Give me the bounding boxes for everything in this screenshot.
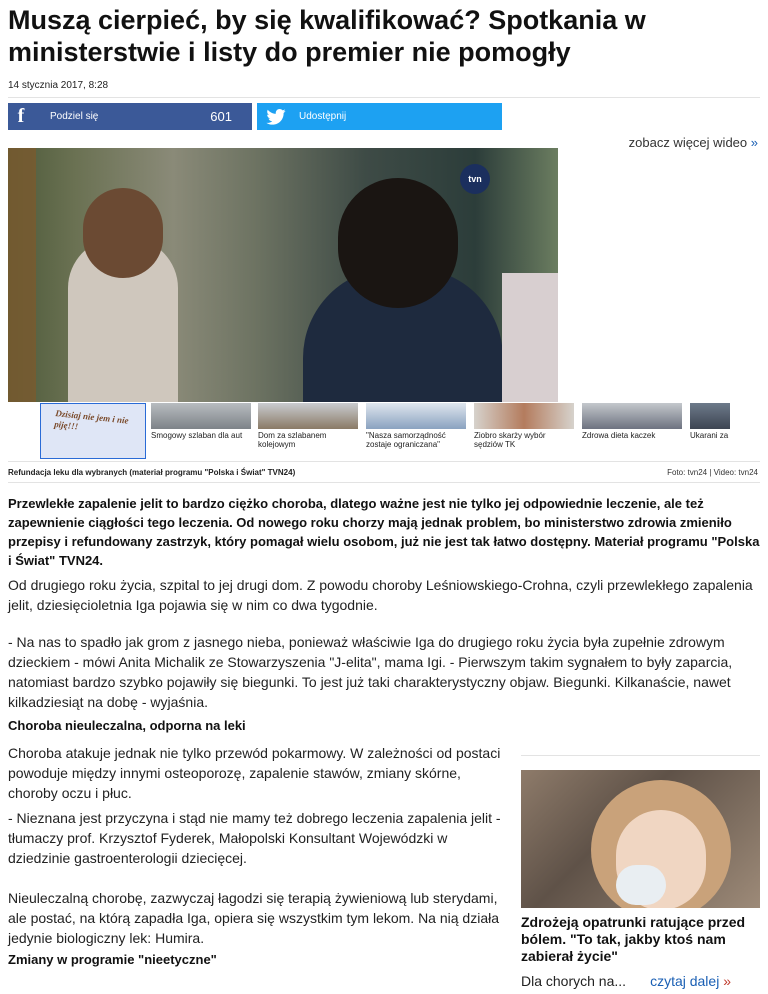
related-article-title[interactable]: Zdrożeją opatrunki ratujące przed bólem. "To tak, jakby ktoś nam zabierał życie": [521, 914, 746, 964]
divider: [521, 755, 760, 756]
article-paragraph: Choroba atakuje jednak nie tylko przewód pokarmowy. W zależności od postaci powoduje między innymi osteoporozę, zapalenie stawów, zmiany skórne, choroby oczu i płuc.: [8, 745, 501, 801]
share-count: 601: [210, 109, 232, 124]
twitter-bird-icon: [261, 109, 291, 125]
article-title: Muszą cierpieć, by się kwalifikować? Spotkania w ministerstwie i listy do premier nie pomogły: [8, 5, 646, 67]
thumbnail-caption: "Nasza samorządność zostaje ograniczana": [366, 431, 446, 449]
thumbnail-image: [690, 403, 730, 429]
read-more-arrow: »: [723, 973, 732, 989]
read-more-link[interactable]: [650, 973, 731, 989]
video-thumbnail-active[interactable]: [40, 403, 146, 459]
related-article-desc: Dla chorych na...: [521, 973, 627, 989]
article-paragraph: Nieuleczalną chorobę, zazwyczaj łagodzi się terapią żywieniową lub sterydami, ale postać, na którą zapadła Iga, opiera się wszystkim tym lekom. Na nią działa jedynie biologiczny lek: Humira.: [8, 890, 500, 946]
video-thumbnail[interactable]: [258, 403, 358, 459]
divider: [8, 97, 760, 98]
facebook-share-label: Podziel się: [50, 111, 99, 122]
more-videos-link[interactable]: [629, 135, 758, 150]
facebook-icon: f: [17, 105, 25, 127]
video-thumbnail[interactable]: [151, 403, 251, 459]
article-paragraph: - Na nas to spadło jak grom z jasnego nieba, ponieważ właściwie Iga do drugiego roku życia była zupełnie zdrowym dzieckiem - mówi Anita Michalik ze Stowarzyszenia "J-elita", mama Igi. - Pierwszym takim sygnałem to były zaparcia, natomiast bardzo szybko pojawiły się biegunki. To jest już taki charakterystyczny objaw. Biegunki. Kilkanaście, nawet kilkadziesiąt na dobę - wyjaśnia.: [8, 634, 733, 710]
thumbnail-image: [151, 403, 251, 429]
tvn-logo: tvn: [460, 164, 490, 194]
video-player[interactable]: [8, 148, 558, 402]
facebook-share-button[interactable]: [8, 103, 252, 130]
thumbnail-caption: Ukarani za: [690, 431, 729, 440]
related-image-bandage: [616, 865, 666, 905]
video-thumbnail[interactable]: [366, 403, 466, 459]
article-paragraph: Od drugiego roku życia, szpital to jej drugi dom. Z powodu choroby Leśniowskiego-Crohna, czyli przewlekłego zapalenia jelit, dziesięcioletnia Iga pojawia się w nim co dwa tygodnie.: [8, 577, 753, 613]
thumbnail-caption: Zdrowa dieta kaczek: [582, 431, 656, 440]
photo-credit: Foto: tvn24 | Video: tvn24: [667, 468, 758, 477]
video-frame-girl-hair: [338, 178, 458, 308]
video-thumbnail[interactable]: [582, 403, 682, 459]
twitter-share-label: Udostępnij: [299, 111, 347, 122]
video-frame-left-shelf: [8, 148, 36, 402]
section-heading: Choroba nieuleczalna, odporna na leki: [8, 718, 246, 733]
thumbnail-image: [582, 403, 682, 429]
article-paragraph: - Nieznana jest przyczyna i stąd nie mamy też dobrego leczenia zapalenia jelit - tłumaczy prof. Krzysztof Fyderek, Małopolski Konsultant Wojewódzki w dziedzinie gastroenterologii dziecięcej.: [8, 810, 501, 866]
section-heading: Zmiany w programie "nieetyczne": [8, 952, 217, 967]
divider: [8, 461, 760, 462]
thumbnail-image: [474, 403, 574, 429]
article-lead: Przewlekłe zapalenie jelit to bardzo ciężko choroba, dlatego ważne jest nie tylko jej odpowiednie leczenie, ale też zapewnienie ciągłości tego leczenia. Od nowego roku chorzy mają jednak problem, bo ministerstwo zdrowia zmieniło przepisy i refundowany zastrzyk, który pomagał wielu osobom, już nie jest tak łatwo dostępny. Materiał programu "Polska i Świat" TVN24.: [8, 496, 760, 568]
thumbnail-caption: Smogowy szlaban dla aut: [151, 431, 243, 440]
thumbnail-image: [366, 403, 466, 429]
thumbnail-image: [258, 403, 358, 429]
thumbnail-caption: Ziobro skarży wybór sędziów TK: [474, 431, 546, 449]
video-thumbnail[interactable]: [690, 403, 730, 459]
twitter-share-button[interactable]: [257, 103, 502, 130]
thumbnail-caption: Dom za szlabanem kolejowym: [258, 431, 327, 449]
related-article-card[interactable]: [521, 755, 760, 989]
read-more-label: czytaj dalej: [650, 973, 720, 989]
article-date: 14 stycznia 2017, 8:28: [8, 80, 109, 91]
more-videos-arrow: »: [750, 135, 758, 150]
video-frame-child-hair: [83, 188, 163, 278]
more-videos-label: zobacz więcej wideo: [628, 135, 748, 150]
related-article-image[interactable]: [521, 770, 760, 908]
video-frame-whiteboard: [502, 273, 558, 402]
video-thumbnail[interactable]: [474, 403, 574, 459]
divider: [8, 482, 760, 483]
video-caption: Refundacja leku dla wybranych (materiał programu "Polska i Świat" TVN24): [8, 468, 296, 477]
video-thumbnail-strip: [40, 403, 730, 459]
thumbnail-overlay-text: Dzisiaj nie jem i nie piję!!!: [53, 408, 130, 432]
